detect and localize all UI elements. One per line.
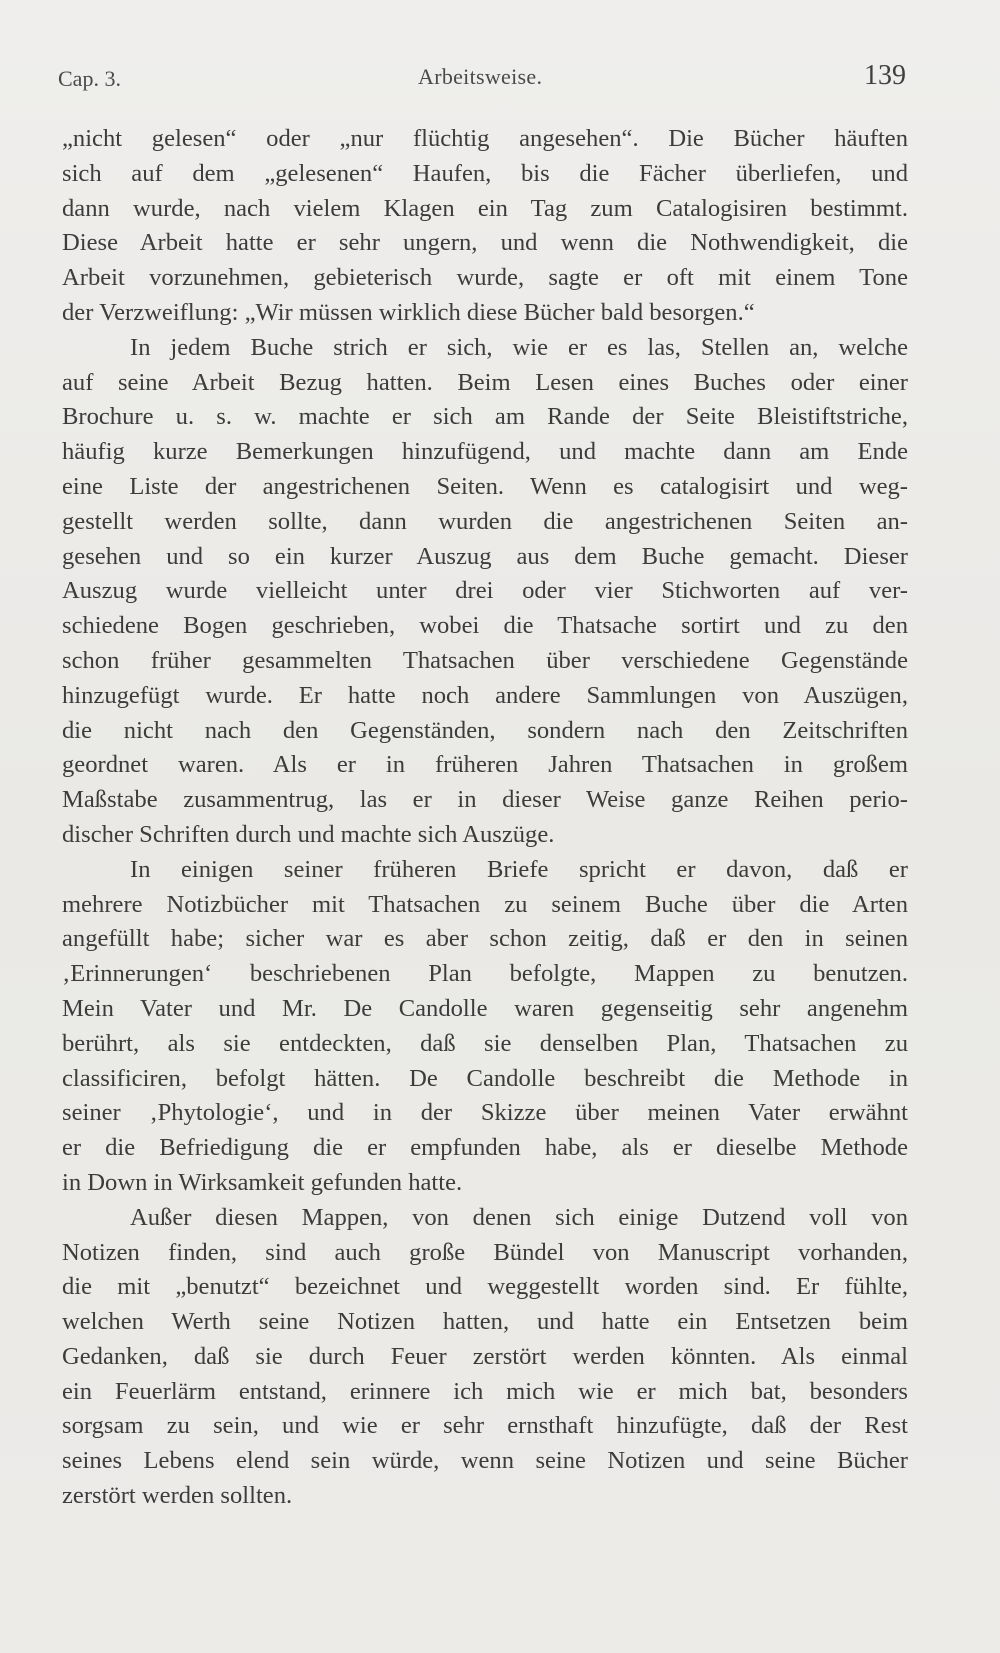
- chapter-label: Cap. 3.: [58, 66, 121, 91]
- text-line: discher Schriften durch und machte sich Auszüge.: [62, 820, 555, 848]
- text-line: Maßstabe zusammentrug, las er in dieser Weise ganze Reihen perio-: [62, 786, 908, 814]
- text-line: zerstört werden sollten.: [62, 1482, 293, 1510]
- text-line: auf seine Arbeit Bezug hatten. Beim Lesen eines Buches oder einer: [62, 368, 908, 396]
- text-line: ein Feuerlärm entstand, erinnere ich mich wie er mich bat, besonders: [62, 1377, 908, 1405]
- body-text: [62, 122, 908, 1514]
- text-line: gesehen und so ein kurzer Auszug aus dem Buche gemacht. Dieser: [62, 542, 908, 570]
- text-line: berührt, als sie entdeckten, daß sie denselben Plan, Thatsachen zu: [62, 1029, 908, 1057]
- text-line: schon früher gesammelten Thatsachen über verschiedene Gegenstände: [62, 646, 908, 674]
- text-line: Gedanken, daß sie durch Feuer zerstört werden könnten. Als einmal: [62, 1342, 908, 1370]
- text-line: Arbeit vorzunehmen, gebieterisch wurde, sagte er oft mit einem Tone: [62, 264, 908, 292]
- text-line: der Verzweiflung: „Wir müssen wirklich diese Bücher bald besorgen.“: [62, 298, 755, 326]
- text-line: Mein Vater und Mr. De Candolle waren gegenseitig sehr angenehm: [62, 994, 908, 1022]
- text-line: Brochure u. s. w. machte er sich am Rande der Seite Bleistiftstriche,: [62, 403, 908, 431]
- text-line: eine Liste der angestrichenen Seiten. Wenn es catalogisirt und weg-: [62, 472, 908, 500]
- text-line: die mit „benutzt“ bezeichnet und weggestellt worden sind. Er fühlte,: [62, 1273, 908, 1301]
- text-line: In jedem Buche strich er sich, wie er es las, Stellen an, welche: [130, 333, 908, 361]
- text-line: Notizen finden, sind auch große Bündel von Manuscript vorhanden,: [62, 1238, 908, 1266]
- text-line: sorgsam zu sein, und wie er sehr ernsthaft hinzufügte, daß der Rest: [62, 1412, 908, 1440]
- text-line: angefüllt habe; sicher war es aber schon zeitig, daß er den in seinen: [62, 925, 908, 953]
- text-line: geordnet waren. Als er in früheren Jahren Thatsachen in großem: [62, 751, 908, 779]
- text-line: die nicht nach den Gegenständen, sondern nach den Zeitschriften: [62, 716, 908, 744]
- page-number: 139: [864, 60, 906, 91]
- text-line: ‚Erinnerungen‘ beschriebenen Plan befolgte, Mappen zu benutzen.: [62, 960, 908, 988]
- text-line: in Down in Wirksamkeit gefunden hatte.: [62, 1168, 463, 1196]
- text-line: dann wurde, nach vielem Klagen ein Tag zum Catalogisiren bestimmt.: [62, 194, 908, 222]
- text-line: schiedene Bogen geschrieben, wobei die Thatsache sortirt und zu den: [62, 612, 908, 640]
- text-line: „nicht gelesen“ oder „nur flüchtig angesehen“. Die Bücher häuften: [62, 125, 908, 152]
- text-line: seiner ‚Phytologie‘, und in der Skizze über meinen Vater erwähnt: [62, 1099, 908, 1127]
- text-line: Diese Arbeit hatte er sehr ungern, und wenn die Nothwendigkeit, die: [62, 229, 908, 257]
- text-line: gestellt werden sollte, dann wurden die angestrichenen Seiten an-: [62, 507, 908, 535]
- text-line: mehrere Notizbücher mit Thatsachen zu seinem Buche über die Arten: [62, 890, 908, 918]
- text-line: hinzugefügt wurde. Er hatte noch andere Sammlungen von Auszügen,: [62, 681, 908, 709]
- text-line: Außer diesen Mappen, von denen sich einige Dutzend voll von: [130, 1203, 908, 1231]
- text-line: Auszug wurde vielleicht unter drei oder vier Stichworten auf ver-: [62, 577, 908, 605]
- text-line: er die Befriedigung die er empfunden habe, als er dieselbe Methode: [62, 1134, 908, 1162]
- text-line: In einigen seiner früheren Briefe spricht er davon, daß er: [130, 855, 908, 883]
- text-line: sich auf dem „gelesenen“ Haufen, bis die Fächer überliefen, und: [62, 159, 908, 187]
- running-header: [58, 58, 910, 98]
- text-line: classificiren, befolgt hätten. De Candolle beschreibt die Methode in: [62, 1064, 908, 1092]
- text-line: häufig kurze Bemerkungen hinzufügend, und machte dann am Ende: [62, 438, 908, 466]
- text-line: seines Lebens elend sein würde, wenn seine Notizen und seine Bücher: [62, 1447, 908, 1475]
- text-line: welchen Werth seine Notizen hatten, und hatte ein Entsetzen beim: [62, 1308, 908, 1336]
- running-title: Arbeitsweise.: [418, 64, 543, 89]
